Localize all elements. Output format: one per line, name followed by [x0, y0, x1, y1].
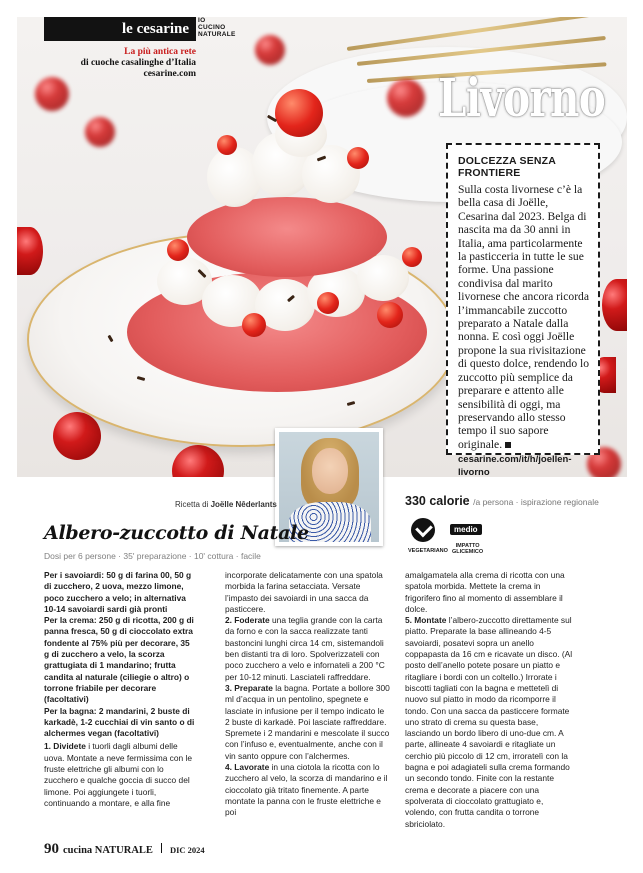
issue-date: DIC 2024	[169, 845, 205, 855]
candied-cherry	[347, 147, 369, 169]
step-1: 1. Dividete i tuorli dagli albumi delle uova. Montate a neve fermissima con le fruste elettriche gli albumi con lo zucchero e qualche goccia di succo del limone. Poi aggiungete i tuorli, continuando a montare, e alla fine	[44, 741, 193, 808]
tagline-line-1: La più antica rete	[124, 47, 196, 57]
footer-divider	[161, 843, 162, 853]
page-footer	[44, 841, 205, 858]
brand-tagline	[72, 47, 196, 80]
christmas-bauble	[387, 79, 425, 117]
recipe-column-3	[405, 570, 575, 830]
tagline-site: cesarine.com	[143, 69, 196, 79]
brand-side-label: IO CUCINO NATURALE	[198, 17, 236, 38]
glycemic-label: IMPATTO GLICEMICO	[452, 543, 484, 555]
christmas-bauble	[255, 35, 285, 65]
candied-cherry	[317, 292, 339, 314]
recipe-title: Albero-zuccotto di Natale	[44, 522, 309, 544]
step-5: 5. Montate l’albero-zuccotto direttamente sul piatto. Preparate la base allineando 4-5 savoiardi, posatevi sopra un anello coppapasta da 16 cm e ricavate un disco. (Al posto dell’anello potete posare un piatto e ritagliare i bordi con un coltello.) Irrorate i biscotti tagliati con la bagna e mettetelì di nuovo sul piatto in modo da ricomporre il tondo. Con una sacca da pasticcere formate uno strato di crema su questa base, lasciando un bordo libero di uno-due cm. A parte, allineate 4 savoiardi e ritagliate un cerchio più piccolo di 12 cm, irroratelì con la bagna e poi adagiateli sulla crema formando un secondo tondo. Finite con la restante crema e decorate a piacere con una spolverata di cioccolato grattugiato e, volendo, con frutta candita o torrone sbriciolato.	[405, 615, 573, 829]
candied-cherry	[217, 135, 237, 155]
difficulty-badge: medio	[450, 524, 482, 535]
step-2: 2. Foderate una teglia grande con la carta da forno e con la sacca realizzate tanti bastoncini lunghi circa 14 cm, sistemandoli ben distanti tra di loro. Spolverizzateli con poco zucchero a velo e infornateli a 200 °C per 10-12 minuti. Lasciateli raffreddare.	[225, 615, 385, 682]
sidebar-title: DOLCEZZA SENZA FRONTIERE	[458, 155, 556, 179]
sidebar-link[interactable]: cesarine.com/it/h/joellen-livorno	[458, 454, 572, 479]
candied-cherry	[275, 89, 323, 137]
gold-fork	[347, 17, 605, 51]
christmas-bauble	[53, 412, 101, 460]
christmas-bauble	[172, 445, 224, 477]
candied-cherry	[402, 247, 422, 267]
step-3: 3. Preparate la bagna. Portate a bollore 300 ml d’acqua in un pentolino, spegnete e lasciate in infusione per il tempo indicato le 2 buste di karkadè. Poi lasciate raffreddare. Spremete i 2 mandarini e mescolate il succo con l’infuso e, eventualmente, anche con il vin santo oppure con l’alchermes.	[225, 682, 390, 761]
page-number: 90	[44, 841, 59, 857]
recipe-credit: Ricetta di Joëlle Nêderlants	[175, 500, 277, 509]
sidebar-body: Sulla costa livornese c’è la bella casa di Joëlle, Cesarina dal 2023. Belga di nascita ma da 30 anni in Italia, ama particolarmente la pasticceria in tutte le sue forme. Una passione condivisa dal marito livornese che ancora ricorda l’immancabile zuccotto preparato a Natale dalla nonna. E così oggi Joëlle propone la sua rivisitazione di questo dolce, rendendo lo zuccotto più semplice da preparare e attento alle sensibilità di oggi, ma preservando allo stesso tempo il suo sapore originale.	[458, 183, 590, 451]
recipe-column-1	[44, 570, 196, 809]
candied-cherry	[242, 313, 266, 337]
magazine-name: cucina NATURALE	[63, 845, 153, 856]
recipe-subtitle: Dosi per 6 persone · 35' preparazione · 10' cottura · facile	[44, 551, 261, 561]
cake-middle-layer	[187, 197, 387, 277]
step-1-continued: incorporate delicatamente con una spatola morbida la farina setacciata. Versate l’impasto dei savoiardi in una sacca da pasticcere.	[225, 570, 383, 614]
recipe-badges	[408, 518, 508, 560]
candied-cherry	[377, 302, 403, 328]
vegetarian-icon	[411, 518, 435, 542]
tagline-line-2: di cuoche casalinghe d’Italia	[80, 58, 196, 68]
step-4: 4. Lavorate in una ciotola la ricotta con lo zucchero al velo, la scorza di mandarino e il cioccolato già tritato finemente. A parte montate la panna con le fruste elettriche e poi	[225, 762, 388, 818]
step-4-continued: amalgamatela alla crema di ricotta con una spatola morbida. Mettete la crema in frigorifero fino al momento di assemblare il dolce.	[405, 570, 565, 614]
christmas-bauble	[602, 279, 627, 331]
calories: 330 calorie /a persona · ispirazione regionale	[405, 494, 599, 508]
recipe-column-2	[225, 570, 390, 819]
city-title: Livorno	[438, 68, 606, 129]
portrait-face	[312, 448, 348, 494]
candied-cherry	[167, 239, 189, 261]
christmas-bauble	[17, 227, 43, 275]
christmas-bauble	[35, 77, 69, 111]
vegetarian-label: VEGETARIANO	[408, 548, 448, 554]
ingredients: Per i savoiardi: 50 g di farina 00, 50 g di zucchero, 2 uova, mezzo limone, poco zucchero a velo; in alternativa 10-14 savoiardi sardi già pronti Per la crema: 250 g di ricotta, 200 g di panna fresca, 50 g di cioccolato extra fondente al 75% più per decorare, 35 g di zucchero a velo, la scorza grattugiata di 1 mandarino; frutta candita al naturale (ciliegie o altro) o torrone friabile per decorare (facoltativi) Per la bagna: 2 mandarini, 2 buste di karkadè, 1-2 cucchiai di vin santo o di alchermes vegan (facoltativi)	[44, 570, 195, 739]
christmas-bauble	[85, 117, 115, 147]
brand-badge: le cesarine	[44, 17, 196, 41]
end-mark	[505, 442, 511, 448]
sidebar-box	[446, 143, 600, 479]
